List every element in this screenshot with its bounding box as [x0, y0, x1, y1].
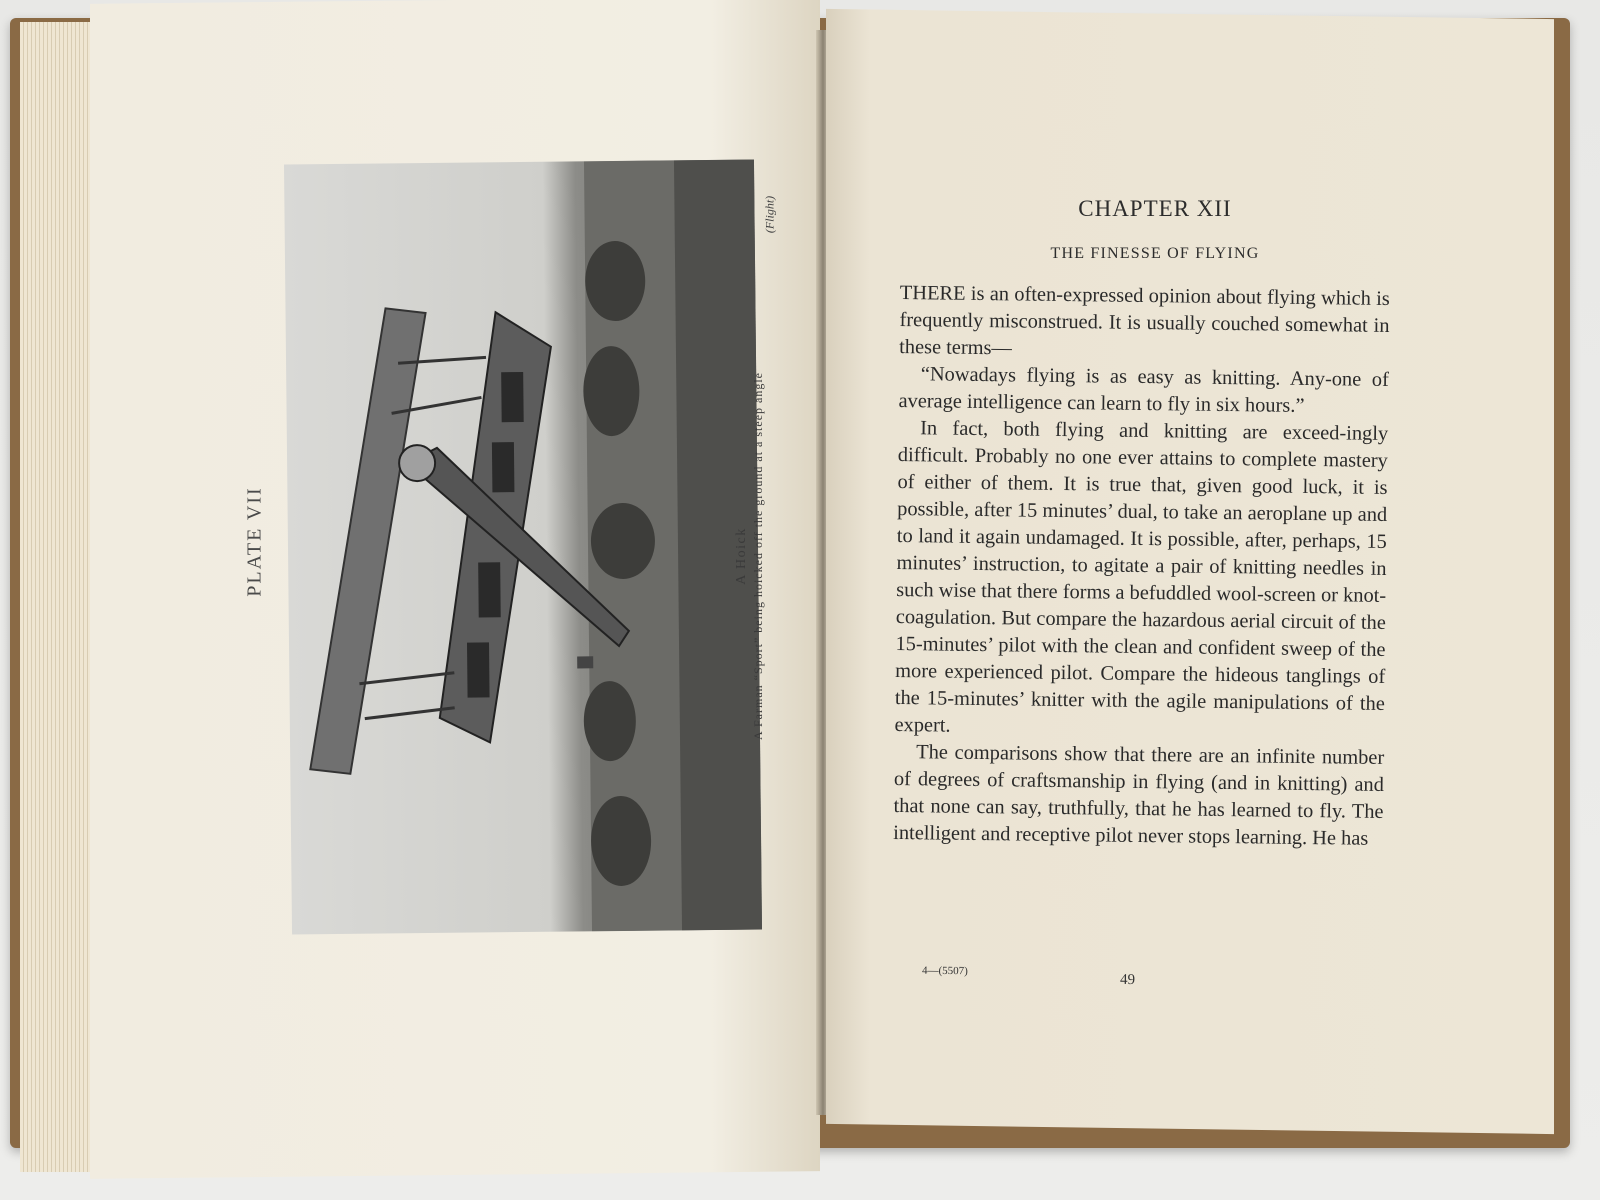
paragraph: “Nowadays flying is as easy as knitting. Any-one of average intelligence can learn to fly in six hours.”: [898, 363, 1389, 417]
chapter-body: [893, 280, 1390, 853]
paragraph: In fact, both flying and knitting are exceed-ingly difficult. Probably no one ever attains to complete mastery of either of them. It is true that, given good luck, it is possible, after 15 minutes’ dual, to take an aeroplane up and to land it again undamaged. It is possible, after, perhaps, 15 minutes’ instruction, to agitate a pair of knitting needles in such wise that there forms a befuddled wool-screen or knot-coagulation. But compare the hazardous aerial circuit of the 15-minutes’ pilot with the clean and confident sweep of the more experienced pilot. Compare the hideous tanglings of the 15-minutes’ knitter with the agile manipulations of the expert.: [894, 417, 1389, 737]
chapter-subtitle: THE FINESSE OF FLYING: [1050, 245, 1260, 262]
plate-photograph: [284, 160, 762, 935]
page-number: 49: [1119, 971, 1136, 989]
photo-credit: (Flight): [762, 195, 777, 234]
caption-text: A Farman “Sport” being hoicked off the ground at a steep angle: [751, 371, 765, 741]
paragraph: THERE is an often-expressed opinion about flying which is frequently misconstrued. It is usually couched somewhat in these terms—: [899, 281, 1390, 360]
plate-label: PLATE VII: [243, 486, 266, 597]
caption-title: A Hoick: [734, 527, 749, 585]
page-edges: [20, 22, 100, 1172]
chapter-heading: CHAPTER XII: [1078, 196, 1232, 221]
plate-caption: [734, 326, 766, 786]
paragraph: The comparisons show that there are an infinite number of degrees of craftsmanship in flying (and in knitting) and that none can say, truthfully, that he has learned to fly. The intelligent and receptive pilot never stops learning. He has: [893, 741, 1385, 850]
signature-mark: 4—(5507): [921, 964, 968, 978]
biplane-photo-illustration: [284, 160, 762, 935]
